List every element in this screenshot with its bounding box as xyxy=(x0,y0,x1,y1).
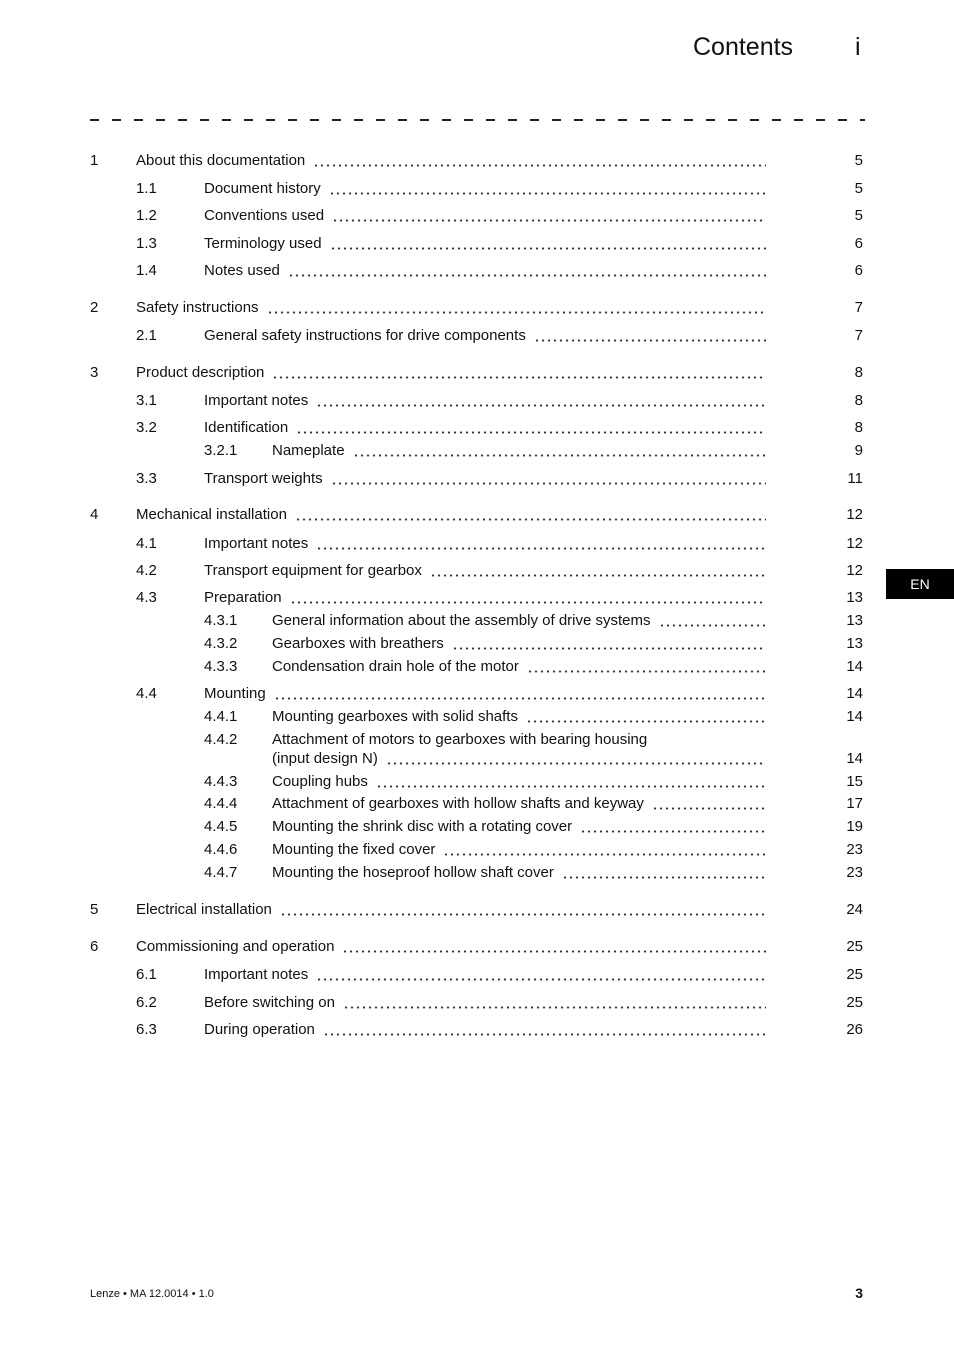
dot-leader xyxy=(562,876,766,879)
toc-entry-page: 8 xyxy=(854,419,863,436)
toc-entry[interactable] xyxy=(0,900,954,920)
toc-entry-page: 12 xyxy=(846,535,863,552)
toc-entry-title: Mounting the fixed cover xyxy=(272,841,436,858)
toc-entry-number: 4 xyxy=(90,506,99,523)
language-tab[interactable]: EN xyxy=(886,569,954,599)
toc-entry[interactable] xyxy=(0,441,954,461)
toc-entry[interactable] xyxy=(0,794,954,814)
dot-leader xyxy=(280,913,766,916)
toc-entry-page: 5 xyxy=(854,180,863,197)
dot-leader xyxy=(430,574,766,577)
toc-entry-page: 13 xyxy=(846,589,863,606)
toc-entry-title: Important notes xyxy=(204,535,309,552)
toc-entry-title-continuation: (input design N) xyxy=(272,750,378,767)
toc-entry-number: 4.4.3 xyxy=(204,773,238,790)
toc-entry-title: Commissioning and operation xyxy=(136,938,335,955)
toc-entry-title: Electrical installation xyxy=(136,901,272,918)
toc-entry-page: 14 xyxy=(846,708,863,725)
toc-entry-number: 4.4.2 xyxy=(204,731,238,748)
dot-leader xyxy=(580,830,766,833)
toc-entry-page: 8 xyxy=(854,392,863,409)
dot-leader xyxy=(652,807,766,810)
toc-entry[interactable] xyxy=(0,326,954,346)
toc-entry-title: Document history xyxy=(204,180,321,197)
toc-entry-title: General information about the assembly of drive systems xyxy=(272,612,651,629)
dot-leader xyxy=(527,670,766,673)
toc-entry-title: Preparation xyxy=(204,589,282,606)
toc-entry-number: 4.3.1 xyxy=(204,612,238,629)
toc-entry-title: Transport weights xyxy=(204,470,323,487)
toc-entry-number: 3.2.1 xyxy=(204,442,238,459)
toc-entry[interactable] xyxy=(0,234,954,254)
toc-entry-page: 7 xyxy=(854,299,863,316)
toc-entry-page: 7 xyxy=(854,327,863,344)
toc-entry[interactable] xyxy=(0,730,954,770)
toc-entry-page: 25 xyxy=(846,938,863,955)
toc-entry-number: 4.4.7 xyxy=(204,864,238,881)
toc-entry-title: Attachment of gearboxes with hollow shafts and keyway xyxy=(272,795,644,812)
toc-entry-page: 9 xyxy=(854,442,863,459)
toc-entry-page: 13 xyxy=(846,635,863,652)
toc-entry-page: 5 xyxy=(854,207,863,224)
dot-leader xyxy=(659,624,766,627)
toc-entry[interactable] xyxy=(0,588,954,608)
toc-entry[interactable] xyxy=(0,418,954,438)
toc-entry-title: Attachment of motors to gearboxes with bearing housing xyxy=(272,731,648,748)
dot-leader xyxy=(329,192,766,195)
toc-entry-number: 6 xyxy=(90,938,99,955)
dot-leader xyxy=(267,311,766,314)
toc-entry[interactable] xyxy=(0,611,954,631)
dot-leader xyxy=(342,950,766,953)
toc-entry-page: 14 xyxy=(846,658,863,675)
toc-entry-number: 3.1 xyxy=(136,392,157,409)
chapter-mark: i xyxy=(855,33,861,61)
toc-entry[interactable] xyxy=(0,391,954,411)
dot-leader xyxy=(295,518,766,521)
toc-entry[interactable] xyxy=(0,993,954,1013)
dot-leader xyxy=(443,853,766,856)
toc-entry-title: Gearboxes with breathers xyxy=(272,635,444,652)
toc-entry-number: 4.4.5 xyxy=(204,818,238,835)
dot-leader xyxy=(332,219,766,222)
dot-leader xyxy=(316,404,766,407)
toc-entry-number: 1.1 xyxy=(136,180,157,197)
toc-entry-number: 4.3 xyxy=(136,589,157,606)
toc-entry[interactable] xyxy=(0,534,954,554)
toc-entry-title: Conventions used xyxy=(204,207,325,224)
toc-entry[interactable] xyxy=(0,657,954,677)
toc-entry-page: 15 xyxy=(846,773,863,790)
toc-entry-number: 1.2 xyxy=(136,207,157,224)
toc-entry-page: 12 xyxy=(846,562,863,579)
toc-entry[interactable] xyxy=(0,363,954,383)
toc-entry-page: 8 xyxy=(854,364,863,381)
toc-entry-title: Condensation drain hole of the motor xyxy=(272,658,519,675)
toc-entry-title: Important notes xyxy=(204,392,309,409)
toc-entry-title: Mechanical installation xyxy=(136,506,287,523)
dot-leader xyxy=(353,454,766,457)
toc-entry-title: Nameplate xyxy=(272,442,345,459)
toc-entry-number: 4.4 xyxy=(136,685,157,702)
toc-entry-number: 2.1 xyxy=(136,327,157,344)
toc-entry-title: Safety instructions xyxy=(136,299,259,316)
footer-document-id: Lenze • MA 12.0014 • 1.0 xyxy=(90,1288,214,1300)
toc-entry-number: 6.3 xyxy=(136,1021,157,1038)
toc-entry[interactable] xyxy=(0,505,954,525)
toc-entry[interactable] xyxy=(0,561,954,581)
toc-entry-title: Identification xyxy=(204,419,289,436)
toc-entry-page: 5 xyxy=(854,152,863,169)
toc-entry-page: 6 xyxy=(854,262,863,279)
footer-page-number: 3 xyxy=(855,1285,863,1301)
dot-leader xyxy=(534,339,766,342)
toc-entry-page: 14 xyxy=(846,685,863,702)
toc-entry-page: 13 xyxy=(846,612,863,629)
toc-entry-number: 4.1 xyxy=(136,535,157,552)
toc-entry-number: 3.3 xyxy=(136,470,157,487)
toc-entry[interactable] xyxy=(0,772,954,792)
toc-entry-title: Before switching on xyxy=(204,994,335,1011)
toc-entry[interactable] xyxy=(0,817,954,837)
toc-entry[interactable] xyxy=(0,179,954,199)
toc-entry-page: 14 xyxy=(846,750,863,767)
dot-leader xyxy=(272,376,766,379)
toc-entry-title: General safety instructions for drive components xyxy=(204,327,526,344)
dot-leader xyxy=(290,601,766,604)
toc-entry-number: 4.4.1 xyxy=(204,708,238,725)
toc-entry-page: 23 xyxy=(846,841,863,858)
dot-leader xyxy=(376,785,766,788)
toc-entry-title: Notes used xyxy=(204,262,280,279)
dot-leader xyxy=(331,482,766,485)
toc-entry-number: 5 xyxy=(90,901,99,918)
page-title: Contents xyxy=(693,33,794,61)
toc-entry-page: 25 xyxy=(846,994,863,1011)
toc-entry-title: During operation xyxy=(204,1021,315,1038)
dot-leader xyxy=(274,697,766,700)
dot-leader xyxy=(343,1006,766,1009)
toc-entry-page: 19 xyxy=(846,818,863,835)
toc-entry-number: 4.4.6 xyxy=(204,841,238,858)
toc-entry[interactable] xyxy=(0,206,954,226)
toc-entry[interactable] xyxy=(0,965,954,985)
toc-entry-number: 3 xyxy=(90,364,99,381)
toc-entry[interactable] xyxy=(0,1020,954,1040)
toc-entry-number: 1 xyxy=(90,152,99,169)
dot-leader xyxy=(386,762,766,765)
toc-entry[interactable] xyxy=(0,937,954,957)
toc-entry-title: Mounting the shrink disc with a rotating cover xyxy=(272,818,573,835)
toc-entry-page: 26 xyxy=(846,1021,863,1038)
toc-entry-number: 4.4.4 xyxy=(204,795,238,812)
toc-entry-page: 23 xyxy=(846,864,863,881)
toc-entry-title: Mounting xyxy=(204,685,266,702)
toc-entry-number: 6.2 xyxy=(136,994,157,1011)
toc-entry-title: Mounting gearboxes with solid shafts xyxy=(272,708,518,725)
toc-entry[interactable] xyxy=(0,863,954,883)
toc-entry-page: 24 xyxy=(846,901,863,918)
toc-entry-page: 17 xyxy=(846,795,863,812)
toc-entry-title: Transport equipment for gearbox xyxy=(204,562,422,579)
dot-leader xyxy=(316,547,766,550)
toc-entry[interactable] xyxy=(0,298,954,318)
dot-leader xyxy=(316,978,766,981)
toc-entry-number: 6.1 xyxy=(136,966,157,983)
toc-entry-number: 2 xyxy=(90,299,99,316)
toc-entry[interactable] xyxy=(0,151,954,171)
toc-entry-title: Coupling hubs xyxy=(272,773,368,790)
toc-entry-number: 4.3.2 xyxy=(204,635,238,652)
dot-leader xyxy=(330,247,766,250)
toc-entry[interactable] xyxy=(0,707,954,727)
toc-entry-number: 1.3 xyxy=(136,235,157,252)
toc-entry-page: 6 xyxy=(854,235,863,252)
dot-leader xyxy=(323,1033,766,1036)
toc-entry[interactable] xyxy=(0,684,954,704)
toc-entry-page: 12 xyxy=(846,506,863,523)
dot-leader xyxy=(296,431,766,434)
toc-entry[interactable] xyxy=(0,261,954,281)
toc-entry[interactable] xyxy=(0,840,954,860)
toc-entry-title: Important notes xyxy=(204,966,309,983)
toc-entry-number: 4.2 xyxy=(136,562,157,579)
toc-entry-title: About this documentation xyxy=(136,152,306,169)
toc-entry-page: 11 xyxy=(847,470,863,487)
toc-entry-title: Product description xyxy=(136,364,265,381)
dot-leader xyxy=(313,164,766,167)
toc-entry[interactable] xyxy=(0,634,954,654)
toc-entry[interactable] xyxy=(0,469,954,489)
toc-entry-title: Terminology used xyxy=(204,235,322,252)
dot-leader xyxy=(526,720,766,723)
dot-leader xyxy=(452,647,766,650)
dot-leader xyxy=(288,274,766,277)
toc-entry-page: 25 xyxy=(846,966,863,983)
toc-entry-title: Mounting the hoseproof hollow shaft cover xyxy=(272,864,554,881)
toc-entry-number: 3.2 xyxy=(136,419,157,436)
toc-entry-number: 4.3.3 xyxy=(204,658,238,675)
toc-entry-number: 1.4 xyxy=(136,262,157,279)
